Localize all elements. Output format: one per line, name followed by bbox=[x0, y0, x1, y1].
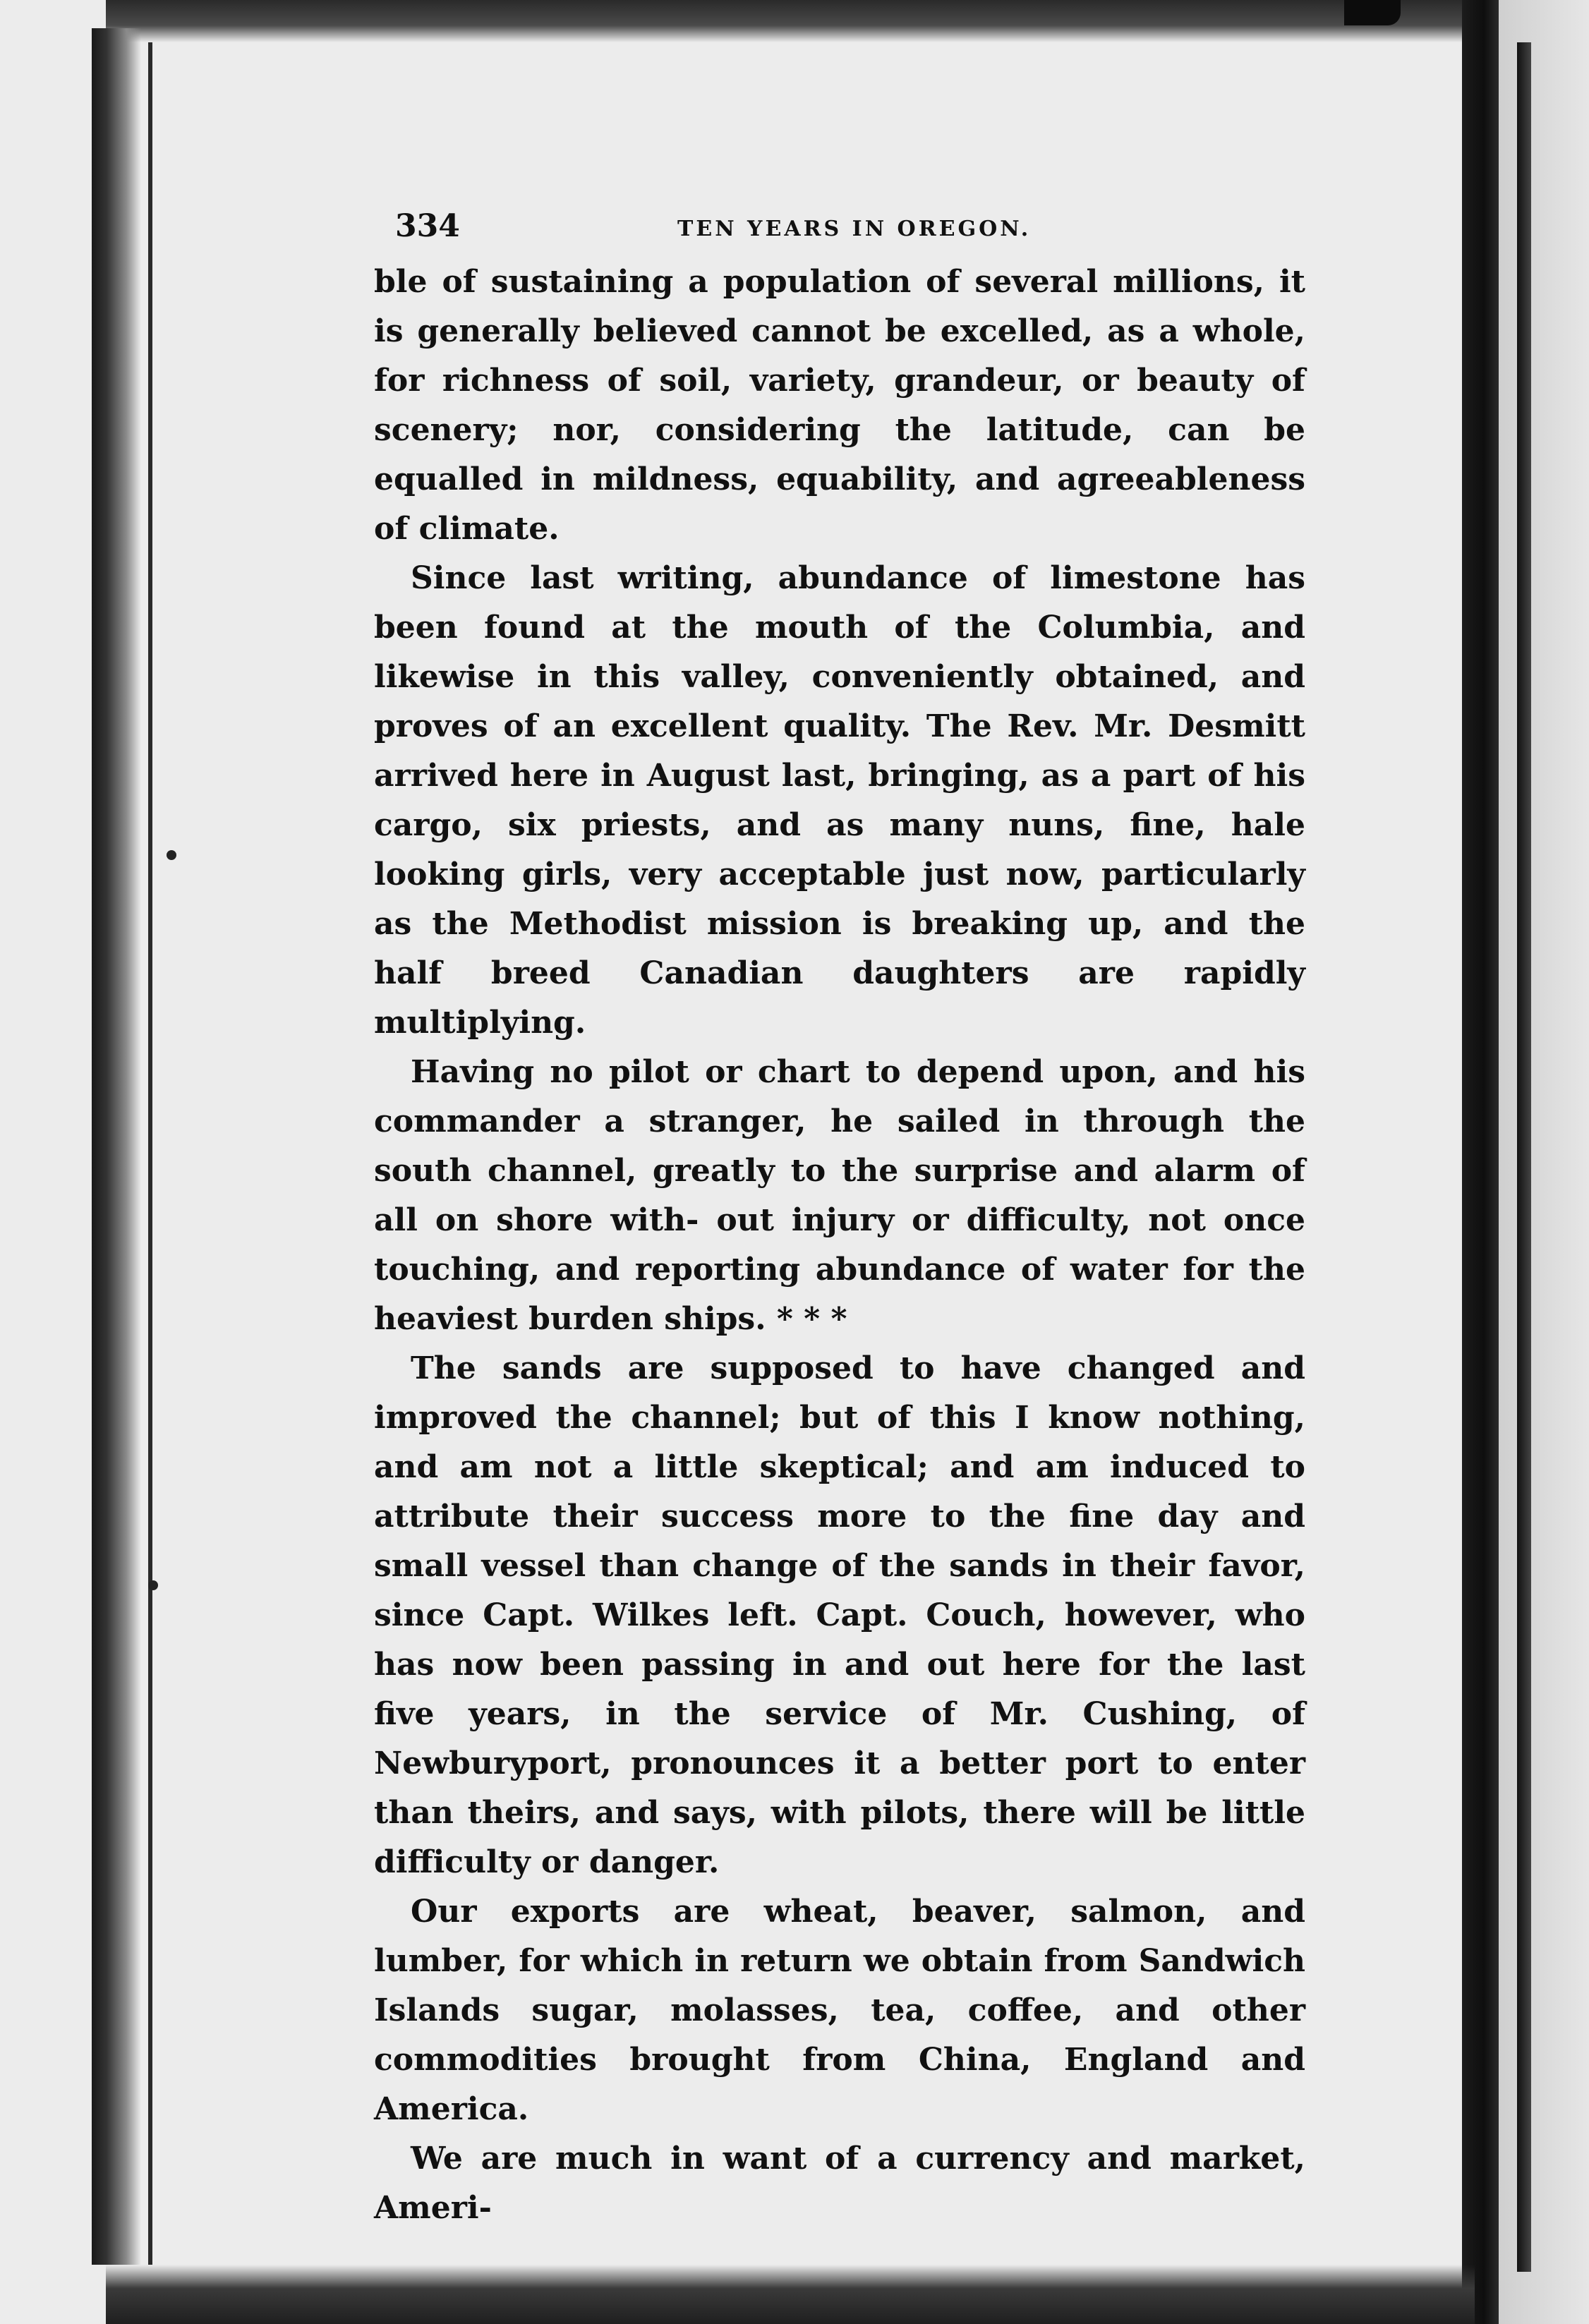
running-title: TEN YEARS IN OREGON. bbox=[677, 217, 1032, 241]
adjacent-page-rule bbox=[1517, 42, 1531, 2272]
scan-left-rule bbox=[148, 42, 152, 2265]
paragraph: Since last writing, abundance of limestone has been found at the mouth of the Columbia, and likewise in this valley, conveniently obtained, and proves of an excellent quality. The Rev. Mr. Desmitt arrived here in August last, bringing, as a part of his cargo, six priests, and as many nuns, fine, hale looking girls, very acceptable just now, particularly as the Methodist mission is breaking up, and the half breed Canadian daughters are rapidly multiplying. bbox=[374, 560, 1305, 1041]
body-text bbox=[374, 258, 1305, 2233]
scan-right-edge bbox=[1462, 0, 1499, 2324]
paragraph: ble of sustaining a population of several millions, it is generally believed cannot be excelled, as a whole, for richness of soil, variety, grandeur, or beauty of scenery; nor, considering the latitude, can be equalled in mildness, equability, and agreeableness of climate. bbox=[374, 264, 1305, 547]
paragraph: Having no pilot or chart to depend upon, and his commander a stranger, he sailed in through the south channel, greatly to the surprise and alarm of all on shore with- out injury or difficulty, not once touching, and reporting abundance of water for the heaviest burden ships. * * * bbox=[374, 1054, 1305, 1337]
scan-speck bbox=[167, 850, 176, 860]
paragraph: The sands are supposed to have changed and improved the channel; but of this I know nothing, and am not a little skeptical; and am induced to attribute their success more to the fine day and small vessel than change of the sands in their favor, since Capt. Wilkes left. Capt. Couch, however, who has now been passing in and out here for the last five years, in the service of Mr. Cushing, of Newburyport, pronounces it a better port to enter than theirs, and says, with pilots, there will be little difficulty or danger. bbox=[374, 1350, 1305, 1880]
scan-bottom-edge bbox=[106, 2265, 1475, 2324]
scan-corner-blot bbox=[1344, 0, 1401, 25]
scan-gutter-shadow bbox=[92, 28, 141, 2265]
adjacent-page-strip bbox=[1499, 0, 1589, 2324]
paragraph: We are much in want of a currency and market, Ameri- bbox=[374, 2141, 1305, 2226]
scan-speck bbox=[148, 1580, 158, 1590]
page-number: 334 bbox=[395, 208, 460, 244]
book-page bbox=[374, 194, 1305, 2233]
paragraph: Our exports are wheat, beaver, salmon, and lumber, for which in return we obtain from Sandwich Islands sugar, molasses, tea, coffee, and other commodities brought from China, England and America. bbox=[374, 1894, 1305, 2127]
running-head bbox=[374, 194, 1305, 258]
